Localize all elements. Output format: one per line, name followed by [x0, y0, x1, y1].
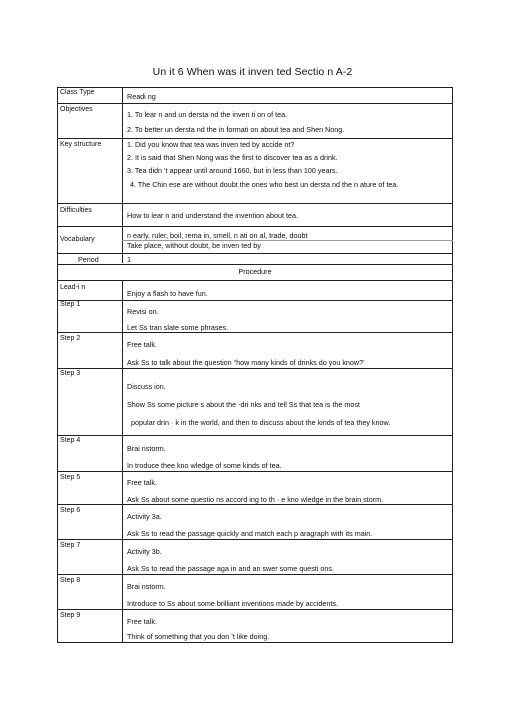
vocabulary-line: n early, ruler, boil, rema in, smell, n ati on al, trade, doubt — [127, 231, 308, 240]
leadin-value: Enjoy a flash to have fun. — [127, 289, 208, 298]
procedure-heading: Procedure — [238, 267, 272, 276]
step-line: Free talk. — [127, 617, 157, 626]
step-line: Ask Ss to read the passage quickly and match each p aragraph with its main. — [127, 529, 373, 538]
step-line: Activity 3b. — [127, 547, 162, 556]
row-border — [57, 435, 453, 436]
step-label: Step 1 — [60, 301, 81, 308]
objective-line: 1. To lear n and un dersta nd the inven ti on of tea. — [127, 110, 288, 119]
step-label: Step 5 — [60, 474, 81, 481]
objective-line: 2. To better un dersta nd the in formati on about tea and Shen Nong. — [127, 125, 345, 134]
row-border — [57, 253, 453, 254]
difficulties-value: How to lear n and understand the invention about tea. — [127, 211, 299, 220]
row-border — [57, 226, 453, 227]
column-divider-top — [122, 87, 123, 263]
step-line: Ask Ss about some questio ns accord ing to th · e kno wledge in the brain storm. — [127, 495, 384, 504]
row-border — [57, 103, 453, 104]
step-line: Revisi on. — [127, 307, 159, 316]
row-border — [57, 539, 453, 540]
step-label: Step 4 — [60, 437, 81, 444]
row-border — [57, 300, 453, 301]
class-type-label: Class Type — [60, 89, 95, 96]
row-border — [57, 280, 453, 281]
step-label: Step 3 — [60, 370, 81, 377]
row-border — [57, 332, 453, 333]
step-line: Discuss ion. — [127, 382, 166, 391]
row-border — [57, 574, 453, 575]
step-line: Brai nstorm. — [127, 444, 166, 453]
objectives-label: Objectives — [60, 106, 93, 113]
vocabulary-divider — [122, 240, 453, 241]
row-border — [57, 203, 453, 204]
key-structure-line: 3. Tea didn ‘t appear until around 1660, but in less than 100 years. — [127, 166, 338, 175]
row-border — [57, 138, 453, 139]
row-border — [57, 471, 453, 472]
row-border — [57, 368, 453, 369]
period-label: Period — [78, 255, 99, 264]
step-line: Let Ss tran slate some phrases. — [127, 323, 229, 332]
step-label: Step 6 — [60, 507, 81, 514]
key-structure-line: 4. The Chin ese are without doubt the ones who best un dersta nd the n ature of tea. — [130, 180, 399, 189]
class-type-value: Readi ng — [127, 92, 156, 101]
step-label: Step 7 — [60, 542, 81, 549]
step-line: Show Ss some picture s about the -dri nks and tell Ss that tea is the most — [127, 400, 360, 409]
step-line: In troduce thee kno wledge of some kinds of tea. — [127, 461, 282, 470]
step-line: Activity 3a. — [127, 512, 162, 521]
key-structure-line: 2. It is said that Shen Nong was the first to discover tea as a drink. — [127, 153, 338, 162]
leadin-label: Lead-i n — [60, 284, 86, 291]
column-divider-bottom — [122, 280, 123, 643]
step-line: Ask Ss to talk about the question “how many kinds of drinks do you know?’ — [127, 358, 365, 367]
step-line: popular drin · k in the world, and then to discuss about the kinds of tea they know. — [131, 418, 391, 427]
difficulties-label: Difficulties — [60, 207, 92, 214]
period-value: 1 — [127, 255, 131, 264]
step-label: Step 8 — [60, 577, 81, 584]
step-line: Free talk. — [127, 478, 157, 487]
row-border — [57, 609, 453, 610]
step-label: Step 9 — [60, 612, 81, 619]
vocabulary-label: Vocabulary — [60, 236, 95, 243]
row-border — [57, 504, 453, 505]
key-structure-line: 1. Did you know that tea was inven ted by accide nt? — [127, 140, 295, 149]
key-structure-label: Key structure — [60, 141, 102, 148]
step-line: Free talk. — [127, 340, 157, 349]
step-label: Step 2 — [60, 335, 81, 342]
row-border — [57, 264, 453, 265]
document-title: Un it 6 When was it inven ted Sectio n A-2 — [152, 66, 353, 78]
step-line: Think of something that you don ’t like doing. — [127, 632, 270, 641]
vocabulary-line: Take place, without doubt, be inven ted by — [127, 241, 261, 250]
step-line: Introduce to Ss about some brilliant inventions made by accidents. — [127, 599, 338, 608]
step-line: Brai nstorm. — [127, 582, 166, 591]
step-line: Ask Ss to read the passage aga in and an swer some questi ons. — [127, 564, 334, 573]
